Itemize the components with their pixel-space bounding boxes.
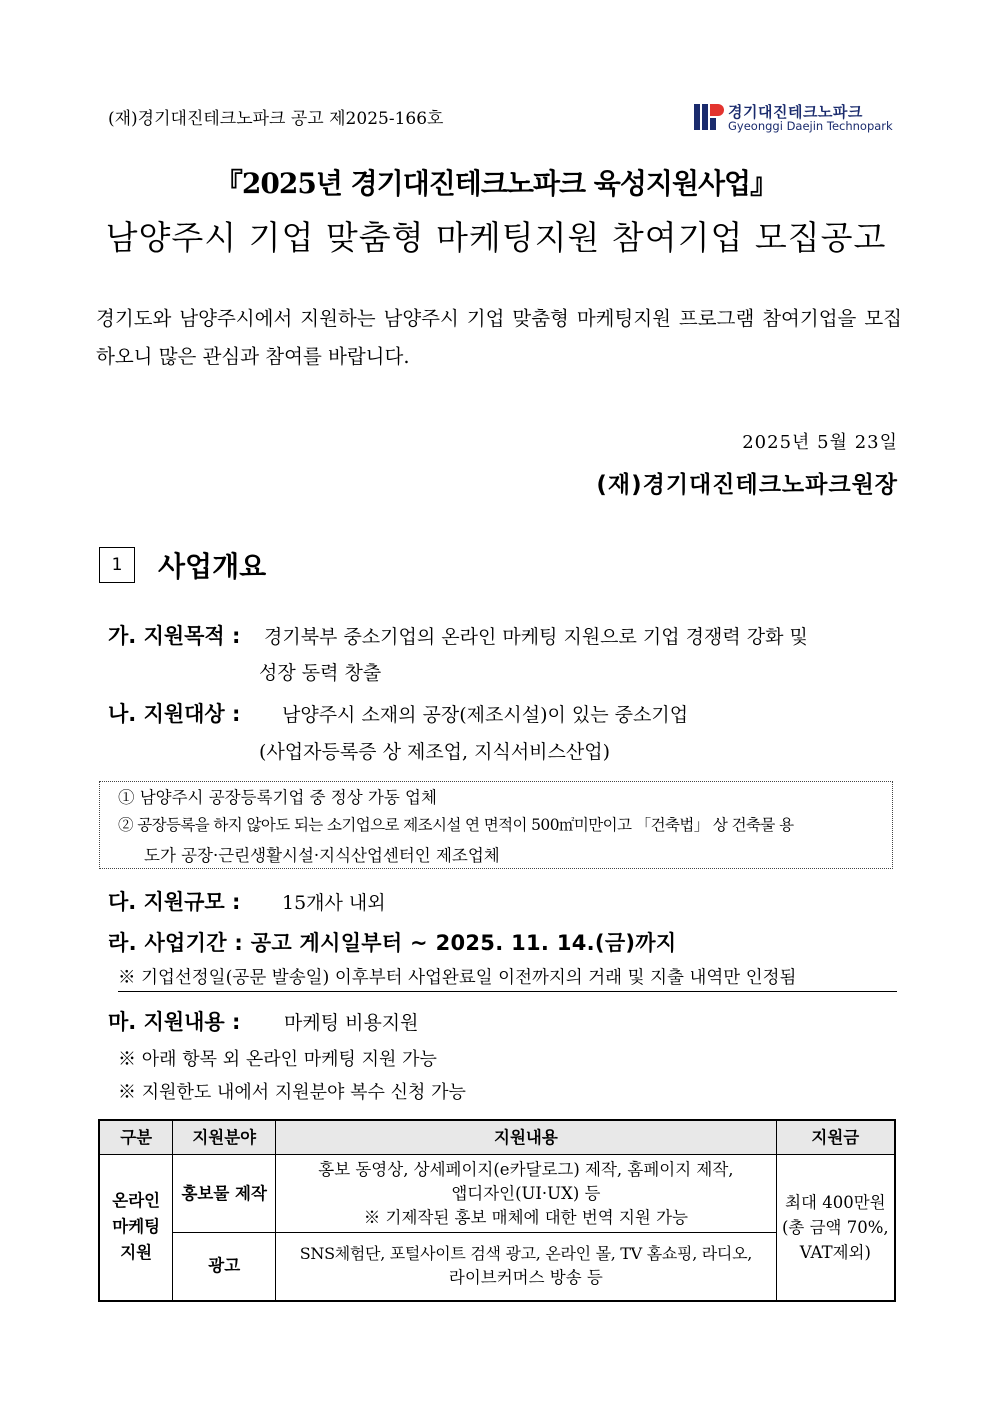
logo-korean-text: 경기대진테크노파크 bbox=[728, 103, 863, 121]
content-line: 홍보 동영상, 상세페이지(e카달로그) 제작, 홈페이지 제작, bbox=[318, 1159, 734, 1179]
title-line-2: 남양주시 기업 맞춤형 마케팅지원 참여기업 모집공고 bbox=[105, 218, 887, 257]
notice-date: 2025년 5월 23일 bbox=[742, 432, 898, 453]
technopark-logo-icon bbox=[694, 104, 724, 130]
table-amount-cell bbox=[776, 1155, 895, 1301]
content-line: 앱디자인(UI·UX) 등 bbox=[451, 1183, 601, 1203]
support-note-2: ※ 지원한도 내에서 지원분야 복수 신청 가능 bbox=[118, 1082, 466, 1103]
table-category-cell bbox=[99, 1155, 173, 1301]
amount-line: 최대 400만원 bbox=[785, 1192, 886, 1212]
item-ma-label: 마. 지원내용 : bbox=[108, 1010, 241, 1034]
amount-line: VAT제외) bbox=[799, 1242, 871, 1262]
signature: (재)경기대진테크노파크원장 bbox=[596, 472, 898, 498]
item-na-text-1: 남양주시 소재의 공장(제조시설)이 있는 중소기업 bbox=[282, 704, 689, 726]
item-da-text: 15개사 내외 bbox=[282, 892, 386, 914]
item-ga-label: 가. 지원목적 : bbox=[108, 624, 241, 648]
item-ra-label: 라. 사업기간 : 공고 게시일부터 ~ 2025. 11. 14.(금)까지 bbox=[108, 931, 677, 955]
item-na-text-2: (사업자등록증 상 제조업, 지식서비스산업) bbox=[259, 741, 611, 763]
eligibility-line-3: 도가 공장·근린생활시설·지식산업센터인 제조업체 bbox=[144, 846, 500, 865]
table-header-field: 지원분야 bbox=[173, 1120, 276, 1155]
item-da-label: 다. 지원규모 : bbox=[108, 890, 241, 914]
section-title: 사업개요 bbox=[158, 550, 267, 583]
content-line: ※ 기제작된 홍보 매체에 대한 번역 지원 가능 bbox=[363, 1207, 688, 1227]
content-line: SNS체험단, 포털사이트 검색 광고, 온라인 몰, TV 홈쇼핑, 라디오, bbox=[299, 1244, 753, 1264]
table-header-content: 지원내용 bbox=[276, 1120, 777, 1155]
eligibility-line-1: ① 남양주시 공장등록기업 중 정상 가동 업체 bbox=[118, 788, 437, 807]
amount-line: (총 금액 70%, bbox=[782, 1217, 889, 1237]
item-ga-text-1: 경기북부 중소기업의 온라인 마케팅 지원으로 기업 경쟁력 강화 및 bbox=[264, 626, 808, 648]
category-line: 지원 bbox=[120, 1243, 153, 1263]
content-line: 라이브커머스 방송 등 bbox=[448, 1268, 603, 1288]
item-ga-text-2: 성장 동력 창출 bbox=[259, 662, 382, 684]
item-ma-text: 마케팅 비용지원 bbox=[284, 1012, 419, 1034]
support-table bbox=[98, 1119, 896, 1302]
period-note: ※ 기업선정일(공문 발송일) 이후부터 사업완료일 이전까지의 거래 및 지출 내역만 인정됨 bbox=[118, 964, 897, 992]
table-content-promo bbox=[276, 1155, 777, 1233]
title-line-1: 『2025년 경기대진테크노파크 육성지원사업』 bbox=[214, 167, 778, 200]
organization-logo bbox=[694, 102, 893, 138]
section-number: 1 bbox=[99, 547, 135, 583]
item-na-label: 나. 지원대상 : bbox=[108, 702, 241, 726]
eligibility-line-2: ② 공장등록을 하지 않아도 되는 소기업으로 제조시설 연 면적이 500㎡미만이고 「건축법」 상 건축물 용 bbox=[118, 816, 794, 834]
table-field-promo: 홍보물 제작 bbox=[173, 1155, 276, 1233]
support-note-1: ※ 아래 항목 외 온라인 마케팅 지원 가능 bbox=[118, 1049, 437, 1070]
table-header-category: 구분 bbox=[99, 1120, 173, 1155]
intro-paragraph: 경기도와 남양주시에서 지원하는 남양주시 기업 맞춤형 마케팅지원 프로그램 참여기업을 모집하오니 많은 관심과 참여를 바랍니다. bbox=[96, 307, 902, 368]
table-header-amount: 지원금 bbox=[776, 1120, 895, 1155]
category-line: 마케팅 bbox=[112, 1217, 161, 1237]
notice-number: (재)경기대진테크노파크 공고 제2025-166호 bbox=[108, 109, 444, 129]
eligibility-box bbox=[99, 781, 893, 869]
table-content-ad bbox=[276, 1233, 777, 1301]
logo-english-text: Gyeonggi Daejin Technopark bbox=[728, 119, 893, 133]
table-field-ad: 광고 bbox=[173, 1233, 276, 1301]
category-line: 온라인 bbox=[112, 1191, 161, 1211]
